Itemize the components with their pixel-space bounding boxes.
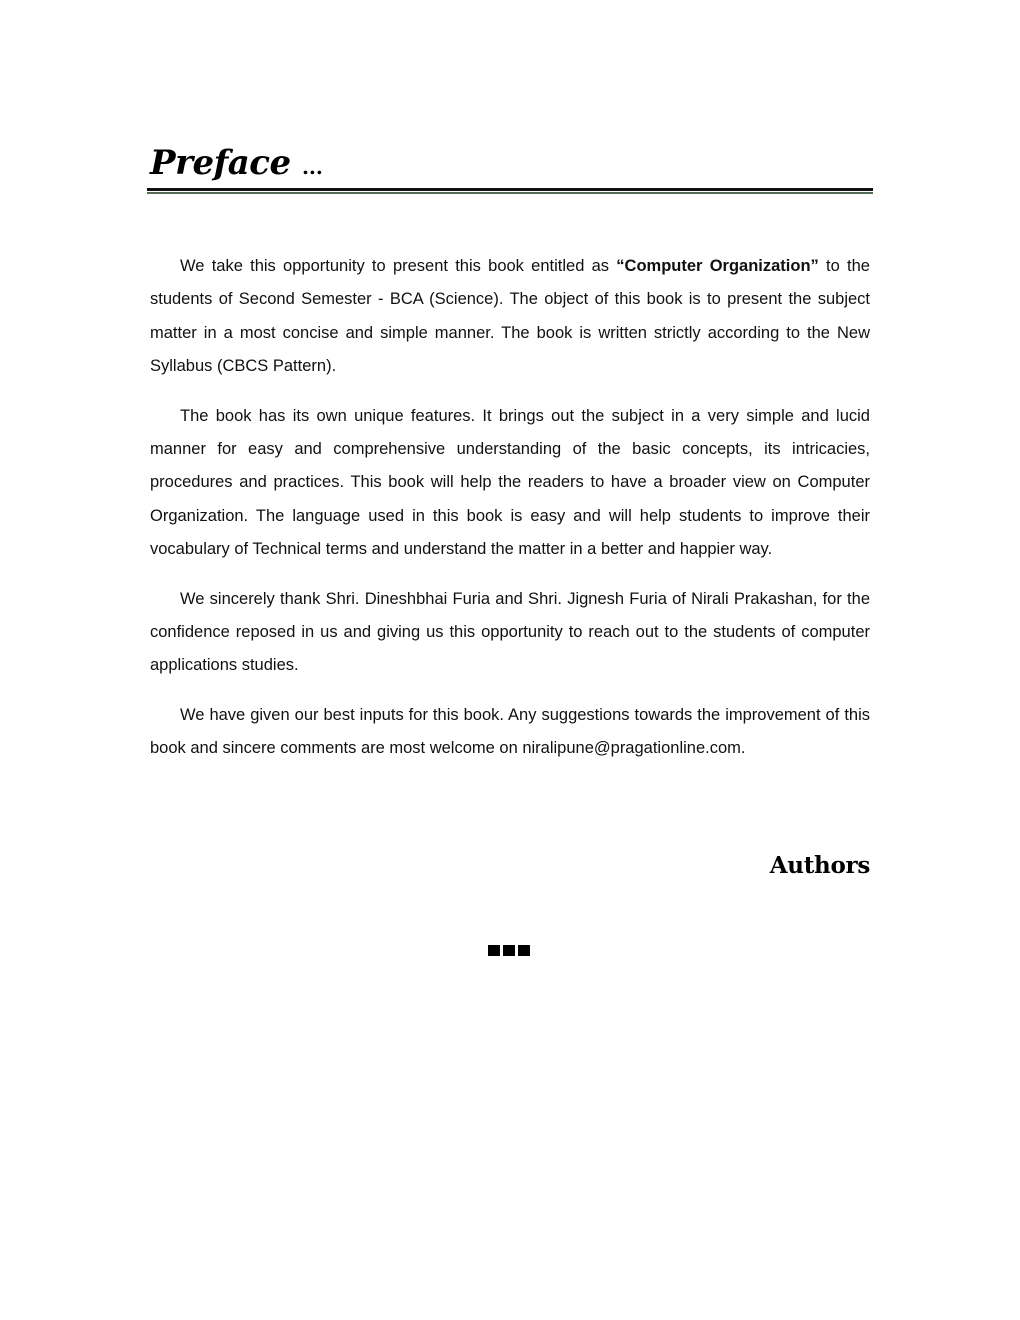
title-underline-thick	[147, 188, 873, 191]
end-square-icon	[518, 945, 530, 956]
paragraph-1	[150, 250, 870, 383]
book-title-bold: “Computer Organization”	[616, 257, 819, 275]
paragraph-3: We sincerely thank Shri. Dineshbhai Furia and Shri. Jignesh Furia of Nirali Prakashan, for the confidence reposed in us and giving us this opportunity to reach out to the students of computer applications studies.	[150, 589, 870, 675]
page-title	[150, 143, 323, 183]
paragraph-1-pre: We take this opportunity to present this book entitled as	[180, 257, 617, 275]
title-underline-thin	[147, 192, 873, 194]
end-square-icon	[488, 945, 500, 956]
preface-body	[150, 250, 870, 782]
paragraph-4: We have given our best inputs for this book. Any suggestions towards the improvement of this book and sincere comments are most welcome on niralipune@pragationline.com.	[150, 706, 870, 758]
signature-authors: Authors	[769, 852, 870, 879]
title-text: Preface	[150, 143, 291, 183]
title-ellipsis: ...	[301, 155, 323, 179]
end-square-icon	[503, 945, 515, 956]
end-of-section-mark	[488, 945, 530, 956]
paragraph-2: The book has its own unique features. It brings out the subject in a very simple and lucid manner for easy and comprehensive understanding of the basic concepts, its intricacies, procedures and practices. This book will help the readers to have a broader view on Computer Organization. The language used in this book is easy and will help students to improve their vocabulary of Technical terms and understand the matter in a better and happier way.	[150, 406, 870, 558]
paragraph-1-post: to the students of Second Semester - BCA (Science). The object of this book is to present the subject matter in a most concise and simple manner. The book is written strictly according to the New Syllabus (CBCS Pattern).	[150, 257, 870, 375]
